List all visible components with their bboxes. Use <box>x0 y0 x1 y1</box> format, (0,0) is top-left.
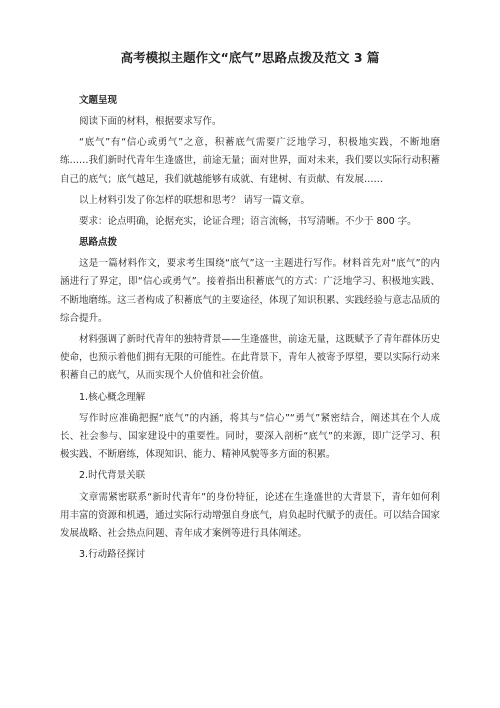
prompt-question-paragraph: 以上材料引发了你怎样的联想和思考？ 请写一篇文章。 <box>79 194 311 206</box>
material-quote-paragraph: “底气”有“信心或勇气”之意，积蓄底气需要广泛地学习，积极地实践，不断地磨练……我们新时代青年生逢盛世，前途无量；面对世界，面对未来，我们要以实际行动积蓄自己的底气；底气越足，我们就越能够有成就、有建树、有贡献、有发展…… <box>60 137 441 185</box>
requirements-paragraph: 要求：论点明确，论据充实，论证合理；语言流畅，书写清晰。不少于 800 字。 <box>79 216 417 228</box>
intro-paragraph: 阅读下面的材料，根据要求写作。 <box>79 116 222 127</box>
point-3-heading: 3.行动路径探讨 <box>79 549 146 561</box>
section-heading-analysis: 思路点拨 <box>79 237 118 249</box>
point-2-heading: 2.时代背景关联 <box>79 470 146 482</box>
document-title: 高考模拟主题作文“底气”思路点拨及范文 3 篇 <box>120 50 380 65</box>
section-heading-prompt: 文题呈现 <box>79 95 118 106</box>
analysis-paragraph-2: 材料强调了新时代青年的独特背景——生逢盛世，前途无量，这既赋予了青年群体历史使命，也预示着他们拥有无限的可能性。在此背景下，青年人被寄予厚望，要以实际行动来积蓄自己的底气，从而实现个人价值和社会价值。 <box>60 334 441 382</box>
point-1-heading: 1.核心概念理解 <box>79 391 146 403</box>
point-2-paragraph: 文章需紧密联系“新时代青年”的身份特征，论述在生逢盛世的大背景下，青年如何利用丰富的资源和机遇，通过实际行动增强自身底气，肩负起时代赋予的责任。可以结合国家发展战略、社会热点问题、青年成才案例等进行具体阐述。 <box>60 491 441 540</box>
analysis-paragraph-1: 这是一篇材料作文，要求考生围绕“底气”这一主题进行写作。材料首先对“底气”的内涵进行了界定，即“信心或勇气”。接着指出积蓄底气的方式：广泛地学习、积极地实践、不断地磨练。这三者构成了积蓄底气的主要途径，体现了知识积累、实践经验与意志品质的综合提升。 <box>60 258 441 324</box>
point-1-paragraph: 写作时应准确把握“底气”的内涵，将其与“信心”“勇气”紧密结合，阐述其在个人成长、社会参与、国家建设中的重要性。同时，要深入剖析“底气”的来源，即广泛学习、积极实践、不断磨练，体现知识、能力、精神风貌等多方面的积累。 <box>60 412 440 461</box>
